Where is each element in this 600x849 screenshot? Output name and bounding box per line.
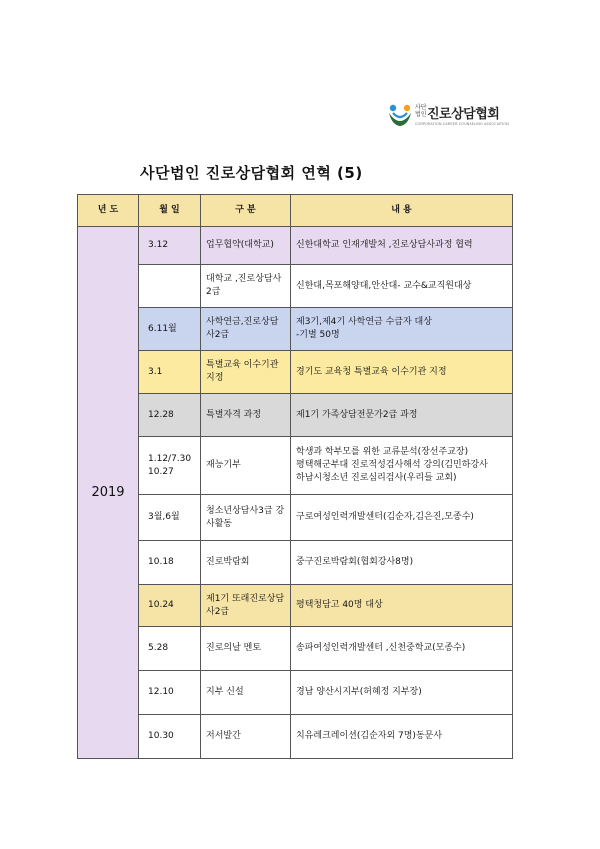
content-cell: 학생과 학부모를 위한 교류분석(장선주교장) 평택해군부대 진로적성검사해석 강의(김민하강사 하남시청소년 진로심리검사(우리들 교회) [291,437,513,495]
year-cell: 2019 [78,227,139,759]
logo-subtitle: CORPORATION CAREER COUNSELING ASSOCIATION [415,122,509,126]
category-cell: 진로의날 멘토 [201,627,291,671]
date-cell: 5.28 [139,627,201,671]
table-body [78,227,513,759]
category-cell: 진로박람회 [201,541,291,585]
content-cell: 치유레크레이션(김순자외 7명)동문사 [291,715,513,759]
content-cell: 송파여성인력개발센터 ,신천중학교(모종수) [291,627,513,671]
date-cell: 3.12 [139,227,201,265]
page-title: 사단법인 진로상담협회 연혁 (5) [140,164,363,182]
table-row [78,671,513,715]
category-cell: 재능기부 [201,437,291,495]
table-row [78,495,513,541]
category-cell: 제1기 또래진로상담사2급 [201,585,291,627]
table-row [78,627,513,671]
content-cell: 중구진로박람회(협회강사8명) [291,541,513,585]
date-cell: 3월,6월 [139,495,201,541]
date-cell: 12.10 [139,671,201,715]
content-cell: 경남 양산시지부(허혜정 지부장) [291,671,513,715]
table-row [78,394,513,437]
date-cell: 12.28 [139,394,201,437]
content-cell: 제3기,제4기 사학연금 수급자 대상 -기별 50명 [291,308,513,351]
date-cell: 6.11월 [139,308,201,351]
date-cell: 10.18 [139,541,201,585]
category-cell: 지부 신설 [201,671,291,715]
table-row [78,437,513,495]
table-row [78,308,513,351]
content-cell: 신한대학교 인재개발처 ,진로상담사과정 협력 [291,227,513,265]
category-cell: 업무협약(대학교) [201,227,291,265]
content-cell: 구로여성인력개발센터(김순자,김은진,모종수) [291,495,513,541]
category-cell: 특별자격 과정 [201,394,291,437]
table-header-row [78,195,513,227]
category-cell: 사학연금,진로상담사2급 [201,308,291,351]
logo-small-text: 사단 법인 [415,104,427,118]
date-cell: 1.12/7.30 10.27 [139,437,201,495]
logo-people-icon [388,103,412,127]
header-date: 월 일 [139,195,201,227]
table-row [78,351,513,394]
category-cell: 저서발간 [201,715,291,759]
table-row [78,541,513,585]
content-cell: 제1기 가족상담전문가2급 과정 [291,394,513,437]
date-cell [139,265,201,308]
category-cell: 특별교육 이수기관 지정 [201,351,291,394]
header-category: 구 분 [201,195,291,227]
header-year: 년 도 [78,195,139,227]
date-cell: 10.24 [139,585,201,627]
content-cell: 신한대,목포해양대,안산대- 교수&교직원대상 [291,265,513,308]
content-cell: 평택청담고 40명 대상 [291,585,513,627]
content-cell: 경기도 교육청 특별교육 이수기관 지정 [291,351,513,394]
table-row [78,227,513,265]
category-cell: 청소년상담사3급 강사활동 [201,495,291,541]
table-row [78,585,513,627]
date-cell: 3.1 [139,351,201,394]
date-cell: 10.30 [139,715,201,759]
logo-name: 진로상담협회 [427,107,500,122]
category-cell: 대학교 ,진로상담사2급 [201,265,291,308]
header-content: 내 용 [291,195,513,227]
table-row [78,715,513,759]
association-logo [388,101,516,131]
table-row [78,265,513,308]
history-table [77,194,513,759]
